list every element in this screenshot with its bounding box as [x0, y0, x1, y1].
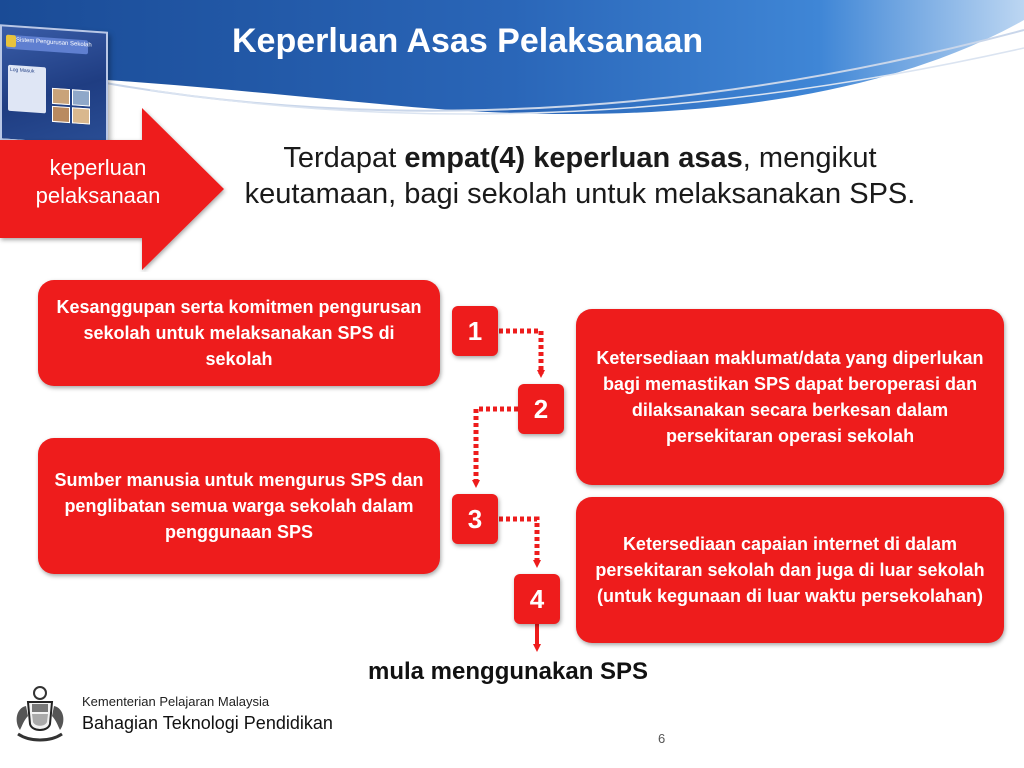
- step-number-1: 1: [452, 306, 498, 356]
- step-number-2: 2: [518, 384, 564, 434]
- thumbnail-title-text: Sistem Pengurusan Sekolah: [16, 37, 92, 49]
- coat-of-arms-icon: [8, 682, 72, 746]
- page-number: 6: [658, 731, 666, 746]
- step-number-4: 4: [514, 574, 560, 624]
- step-number-3: 3: [452, 494, 498, 544]
- arrow-label-line2: pelaksanaan: [35, 183, 161, 208]
- division-name: Bahagian Teknologi Pendidikan: [82, 713, 333, 733]
- requirement-box-2: Ketersediaan maklumat/data yang diperlukan bagi memastikan SPS dapat beroperasi dan dilaksanakan secara berkesan dalam persekitaran operasi sekolah: [576, 309, 1004, 485]
- ministry-name: Kementerian Pelajaran Malaysia: [82, 694, 270, 709]
- connector-3-4: [499, 519, 537, 564]
- thumbnail-login-text: Log Masuk: [10, 66, 35, 75]
- requirement-box-4: Ketersediaan capaian internet di dalam persekitaran sekolah dan juga di luar sekolah (untuk kegunaan di luar waktu persekolahan): [576, 497, 1004, 643]
- slide-title: Keperluan Asas Pelaksanaan: [232, 22, 704, 60]
- connector-1-2: [499, 331, 541, 374]
- intro-suffix: , mengikut keutamaan, bagi sekolah untuk melaksanakan SPS.: [244, 142, 916, 210]
- requirement-box-1: Kesanggupan serta komitmen pengurusan sekolah untuk melaksanakan SPS di sekolah: [38, 280, 440, 386]
- requirement-box-3: Sumber manusia untuk mengurus SPS dan penglibatan semua warga sekolah dalam penggunaan SPS: [38, 438, 440, 574]
- intro-bold: empat(4) keperluan asas: [404, 142, 743, 174]
- arrow-label-line1: keperluan: [49, 155, 147, 180]
- final-step-label: mula menggunakan SPS: [368, 658, 649, 685]
- connector-2-3: [476, 409, 518, 484]
- intro-prefix: Terdapat: [283, 142, 405, 174]
